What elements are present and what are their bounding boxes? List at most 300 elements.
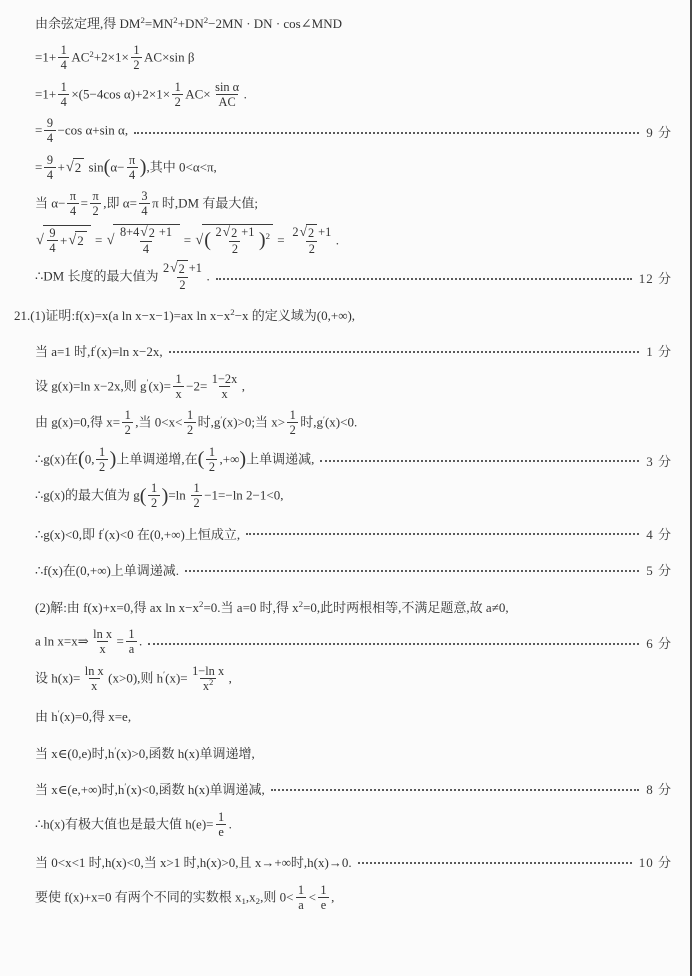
score-marker: 1 分: [646, 344, 672, 360]
math-text: )<0.: [335, 414, 358, 430]
math-text: 4: [69, 204, 77, 219]
fraction-denominator: [229, 241, 240, 256]
math-text: −1)=: [155, 307, 182, 323]
math-fraction: [47, 226, 58, 255]
math-text: −: [234, 307, 243, 323]
math-text: )=: [159, 378, 171, 394]
superscript: ′: [323, 413, 325, 424]
math-variable: α: [192, 159, 200, 175]
math-text: +: [57, 159, 65, 175]
math-variable: β: [187, 49, 195, 65]
math-fraction: [161, 261, 205, 292]
math-variable: x: [188, 745, 196, 761]
math-text: +: [177, 15, 185, 31]
math-variable: x: [54, 487, 61, 503]
superscript: 2: [298, 598, 304, 609]
math-variable: f: [83, 599, 88, 615]
formula-content: [14, 305, 355, 324]
math-variable: x: [62, 378, 69, 394]
superscript: ′: [124, 781, 127, 792]
fraction-numerator: [206, 445, 217, 459]
fraction-denominator: [90, 203, 101, 218]
math-text: ,: [241, 378, 246, 394]
math-variable: DM: [178, 195, 200, 211]
fraction-numerator: [44, 116, 55, 130]
math-text: (: [116, 745, 121, 761]
fraction-denominator: [127, 167, 138, 182]
math-radical: [223, 224, 241, 240]
math-text: 当: [35, 782, 52, 798]
math-variable: DN: [184, 15, 204, 31]
math-radical: [170, 260, 188, 276]
math-text: −: [141, 307, 150, 323]
math-text: 由: [35, 709, 52, 725]
formula-content: [35, 665, 232, 694]
big-paren: ): [161, 484, 169, 507]
math-text: 2: [178, 262, 185, 277]
math-variable: x: [51, 745, 58, 761]
formula-content: [35, 373, 245, 402]
big-paren: (: [197, 448, 205, 471]
math-text: −2: [208, 15, 222, 31]
math-text: 2: [174, 94, 181, 109]
formula-line: [14, 260, 672, 297]
fraction-numerator: [58, 80, 69, 94]
math-text: 当: [35, 195, 52, 211]
math-variable: x: [65, 855, 72, 871]
math-text: ∴: [35, 526, 44, 542]
math-variable: α: [232, 79, 240, 94]
math-fraction: [90, 189, 101, 218]
math-text: sin: [215, 79, 233, 94]
math-text: =: [35, 122, 43, 138]
math-text: ,当 0<: [135, 414, 169, 430]
math-radical: [195, 224, 273, 257]
math-fraction: [318, 883, 329, 912]
math-variable: x: [135, 307, 142, 323]
superscript: ′: [102, 525, 105, 536]
math-variable: x: [109, 599, 117, 615]
math-text: ,则: [120, 378, 140, 394]
fraction-denominator: [216, 94, 238, 109]
math-variable: x: [210, 855, 218, 871]
fraction-numerator: [161, 261, 205, 277]
big-paren: ): [109, 448, 117, 471]
dotted-leader: [320, 460, 639, 462]
superscript: 2: [199, 598, 204, 609]
math-text: )单调递增,: [195, 745, 255, 761]
math-variable: x: [152, 378, 160, 394]
bold-label: 解: [50, 599, 64, 615]
math-variable: f: [43, 563, 48, 579]
math-text: )>0,函数: [127, 745, 178, 761]
math-variable: g: [51, 378, 58, 394]
formula-line: [14, 223, 672, 260]
fraction-numerator: [139, 189, 150, 203]
math-text: 由: [35, 414, 52, 430]
math-text: =: [144, 15, 153, 31]
math-text: (: [49, 526, 55, 542]
math-fraction: [91, 627, 115, 656]
superscript: ′: [220, 413, 223, 424]
math-text: =: [180, 232, 195, 248]
math-text: 当 0<: [35, 855, 66, 871]
formula-content: [35, 852, 352, 871]
superscript: 2: [230, 306, 235, 317]
math-fraction: [295, 883, 306, 912]
score-marker: 8 分: [646, 782, 672, 798]
math-text: >0),则: [118, 670, 157, 686]
math-radical: [107, 224, 180, 257]
superscript: 2: [209, 678, 214, 688]
math-variable: x: [101, 307, 109, 323]
math-text: )+: [98, 599, 110, 615]
math-variable: x: [149, 307, 156, 323]
math-text: )=: [68, 670, 81, 686]
math-text: .: [139, 633, 143, 649]
math-text: .: [228, 816, 232, 832]
math-fraction: [287, 408, 298, 437]
math-text: 时,: [197, 414, 214, 430]
math-variable: g: [140, 378, 147, 394]
fraction-denominator: [216, 824, 226, 839]
math-text: sin: [85, 159, 104, 175]
radicand: [177, 260, 188, 276]
math-text: (: [313, 855, 319, 871]
solution-text-block: [14, 4, 672, 917]
math-text: )=: [175, 670, 188, 686]
math-text: ,: [228, 670, 232, 686]
math-radical: [300, 224, 318, 240]
math-variable: h: [107, 745, 115, 761]
math-variable: DM: [119, 15, 141, 31]
formula-content: [35, 779, 265, 798]
math-variable: g: [43, 451, 50, 467]
math-fraction: [190, 664, 227, 693]
math-text: ⇒: [77, 633, 89, 649]
math-variable: h: [177, 745, 185, 761]
math-text: e: [218, 824, 224, 839]
math-text: 2: [124, 423, 131, 438]
math-text: ,: [331, 889, 335, 905]
math-text: 2: [163, 261, 170, 276]
math-text: ≠0,: [491, 599, 509, 615]
math-variable: x: [83, 307, 91, 323]
math-text: 2: [292, 224, 299, 239]
math-variable: π: [206, 159, 214, 175]
math-text: ln: [193, 307, 210, 323]
dotted-leader: [148, 643, 639, 645]
math-variable: DN: [253, 15, 273, 31]
formula-content: [35, 154, 217, 183]
math-text: ,其中 0<: [146, 159, 193, 175]
fraction-denominator: [318, 897, 328, 912]
math-text: 8+4: [119, 224, 140, 239]
fraction-denominator: [173, 386, 184, 401]
math-text: ∴: [35, 487, 44, 503]
math-text: )=0,得: [68, 414, 107, 430]
fraction-numerator: [117, 225, 174, 241]
fraction-denominator: [131, 57, 142, 72]
big-paren: ): [258, 229, 266, 252]
math-text: 1: [297, 882, 305, 897]
radicand: [113, 224, 179, 257]
fraction-denominator: [191, 495, 202, 510]
math-fraction: [82, 664, 106, 693]
math-text: 时,: [300, 414, 317, 430]
fraction-numerator: [127, 153, 138, 167]
math-text: ∈(e,+∞)时,: [57, 782, 118, 798]
math-variable: α: [51, 195, 59, 211]
math-text: =1+: [35, 49, 57, 65]
math-variable: x: [113, 378, 121, 394]
fraction-numerator: [184, 408, 195, 422]
math-text: ·: [242, 15, 254, 31]
formula-content: [35, 524, 240, 543]
formula-content: [35, 706, 131, 725]
radical-sign-icon: √: [299, 223, 307, 239]
math-text: 4: [60, 94, 67, 109]
fraction-numerator: [287, 408, 298, 422]
math-text: 2: [150, 496, 158, 511]
math-text: (: [206, 855, 211, 871]
math-variable: x: [108, 709, 115, 725]
math-text: 2: [208, 459, 215, 474]
formula-line: [14, 114, 672, 151]
score-marker: 4 分: [646, 526, 672, 542]
math-variable: x: [62, 670, 69, 686]
fraction-denominator: [47, 240, 58, 255]
math-text: )<0 在(0,+∞)上恒成立,: [115, 526, 241, 542]
fraction-numerator: [91, 627, 115, 641]
math-variable: MND: [311, 15, 342, 31]
math-text: 1: [98, 444, 106, 459]
math-text: ∈(0,e)时,: [57, 745, 108, 761]
math-text: (: [68, 889, 73, 905]
math-text: )的最大值为: [60, 487, 134, 503]
math-variable: x: [91, 678, 98, 693]
math-text: −: [58, 195, 66, 211]
math-variable: π: [69, 189, 77, 204]
fraction-numerator: [148, 481, 159, 495]
math-variable: x: [106, 414, 113, 430]
score-marker: 6 分: [646, 636, 672, 652]
math-text: −2=: [186, 378, 208, 394]
math-variable: h: [187, 782, 195, 798]
fraction-denominator: [139, 203, 150, 218]
math-text: :由: [63, 599, 84, 615]
math-text: (: [49, 487, 55, 503]
fraction-numerator: [191, 481, 202, 495]
math-variable: x: [71, 633, 78, 649]
math-variable: a: [236, 599, 243, 615]
math-variable: h: [104, 855, 112, 871]
superscript: ′: [114, 744, 117, 755]
formula-line: [14, 552, 672, 589]
math-text: )=: [90, 307, 102, 323]
formula-content: [35, 262, 210, 293]
math-text: · cos∠: [272, 15, 312, 31]
formula-line: [14, 369, 672, 406]
math-fraction: [213, 80, 242, 109]
math-text: →+∞时,: [261, 855, 308, 871]
fraction-numerator: [47, 226, 58, 240]
fraction-denominator: [148, 495, 159, 510]
fraction-numerator: [90, 189, 101, 203]
formula-line: [14, 771, 672, 808]
fraction-denominator: [287, 422, 298, 437]
math-text: <: [308, 889, 316, 905]
radical-sign-icon: √: [222, 223, 231, 239]
superscript: 2: [140, 14, 145, 25]
math-text: 4: [46, 131, 54, 146]
math-variable: α: [85, 122, 93, 138]
math-text: 2: [148, 225, 155, 240]
math-variable: x: [115, 855, 123, 871]
math-text: 1: [150, 481, 158, 496]
math-text: −2: [100, 378, 114, 394]
math-text: :: [71, 307, 76, 323]
math-text: ln: [93, 627, 106, 642]
math-text: )在(0,+∞)上单调递减.: [58, 563, 180, 579]
math-variable: x: [175, 386, 182, 401]
math-variable: x: [223, 307, 231, 323]
math-text: =: [129, 195, 137, 211]
math-fraction: [173, 372, 184, 401]
math-variable: x: [101, 344, 108, 360]
math-variable: h: [117, 782, 125, 798]
math-text: )<0,当: [122, 855, 160, 871]
formula-line: [14, 150, 672, 187]
math-fraction: [172, 80, 183, 109]
math-text: =0 时,得: [242, 599, 293, 615]
fraction-denominator: [97, 641, 108, 656]
dotted-leader: [271, 789, 639, 791]
radical-sign-icon: √: [65, 159, 74, 176]
math-text: 2: [92, 204, 99, 219]
math-text: 2: [289, 423, 296, 438]
math-text: −: [185, 599, 193, 615]
superscript: 2: [89, 48, 94, 59]
superscript: 2: [203, 14, 209, 25]
math-variable: x: [112, 670, 119, 686]
math-variable: x: [217, 663, 225, 678]
superscript: 2: [265, 230, 271, 241]
math-variable: g: [213, 414, 221, 430]
formula-content: [35, 81, 247, 110]
math-text: )单调递减,: [205, 782, 265, 798]
math-text: 有最大值;: [199, 195, 258, 211]
math-variable: AC: [218, 94, 236, 109]
math-fraction: [131, 43, 142, 72]
formula-content: [35, 341, 163, 360]
math-variable: x: [202, 678, 210, 693]
fraction-denominator: [184, 422, 195, 437]
math-text: ×: [203, 86, 211, 102]
math-text: 2: [307, 225, 315, 240]
math-variable: g: [43, 526, 50, 542]
math-text: ,: [159, 344, 163, 360]
math-text: (: [49, 816, 55, 832]
math-text: 1: [193, 481, 200, 496]
math-variable: AC: [185, 86, 204, 102]
math-text: +1: [188, 261, 202, 276]
math-text: )有极大值也是最大值: [60, 816, 186, 832]
math-fraction: [117, 225, 174, 256]
radicand: [73, 158, 85, 176]
math-text: )→0.: [324, 855, 352, 871]
math-variable: ax: [181, 307, 194, 323]
fraction-numerator: [290, 225, 334, 241]
math-text: (: [184, 745, 189, 761]
fraction-numerator: [173, 372, 184, 386]
math-text: ×sin: [162, 49, 188, 65]
formula-content: [35, 884, 334, 913]
radical-sign-icon: √: [68, 232, 77, 249]
subscript: 2: [255, 895, 261, 906]
math-text: 4: [141, 204, 148, 219]
math-text: 上单调递减,: [246, 451, 315, 467]
math-text: ln: [40, 633, 58, 649]
math-text: )<0,函数: [137, 782, 188, 798]
math-variable: h: [185, 816, 192, 832]
math-text: (: [111, 855, 116, 871]
math-text: =0,得: [116, 599, 150, 615]
fraction-denominator: [206, 459, 217, 474]
math-text: 设: [35, 378, 52, 394]
formula-line: [14, 41, 672, 78]
superscript: ′: [94, 343, 97, 354]
math-variable: h: [307, 855, 314, 871]
radical-sign-icon: √: [170, 260, 178, 276]
formula-line: [14, 734, 672, 771]
math-text: 由余弦定理,得: [35, 15, 120, 31]
math-text: 2: [179, 278, 186, 293]
fraction-denominator: [306, 241, 317, 256]
math-text: )=ln: [68, 378, 94, 394]
fraction-denominator: [126, 641, 136, 656]
math-fraction: [290, 225, 334, 256]
math-variable: AC: [71, 49, 90, 65]
fraction-denominator: [44, 130, 55, 145]
math-radical: [140, 224, 158, 240]
math-variable: f: [90, 344, 95, 360]
formula-content: [35, 13, 342, 32]
math-variable: π: [92, 189, 99, 204]
formula-line: [14, 333, 672, 370]
fraction-numerator: [126, 627, 137, 641]
math-variable: α: [123, 86, 131, 102]
score-marker: 9 分: [646, 125, 672, 141]
fraction-numerator: [209, 372, 239, 386]
math-text: (: [148, 378, 153, 394]
fraction-denominator: [219, 386, 230, 401]
math-text: =0 有两个不同的实数根: [97, 889, 235, 905]
math-text: =: [112, 414, 121, 430]
math-text: )>0;当: [233, 414, 272, 430]
math-text: 9: [46, 116, 54, 131]
math-variable: DM: [43, 268, 65, 284]
formula-line: [14, 698, 672, 735]
math-variable: g: [51, 414, 58, 430]
math-variable: x: [192, 599, 200, 615]
formula-line: [14, 442, 672, 479]
math-variable: ax: [149, 599, 163, 615]
fraction-denominator: [122, 422, 133, 437]
fraction-numerator: [67, 189, 78, 203]
fraction-denominator: [58, 57, 69, 72]
math-variable: x: [221, 386, 228, 401]
